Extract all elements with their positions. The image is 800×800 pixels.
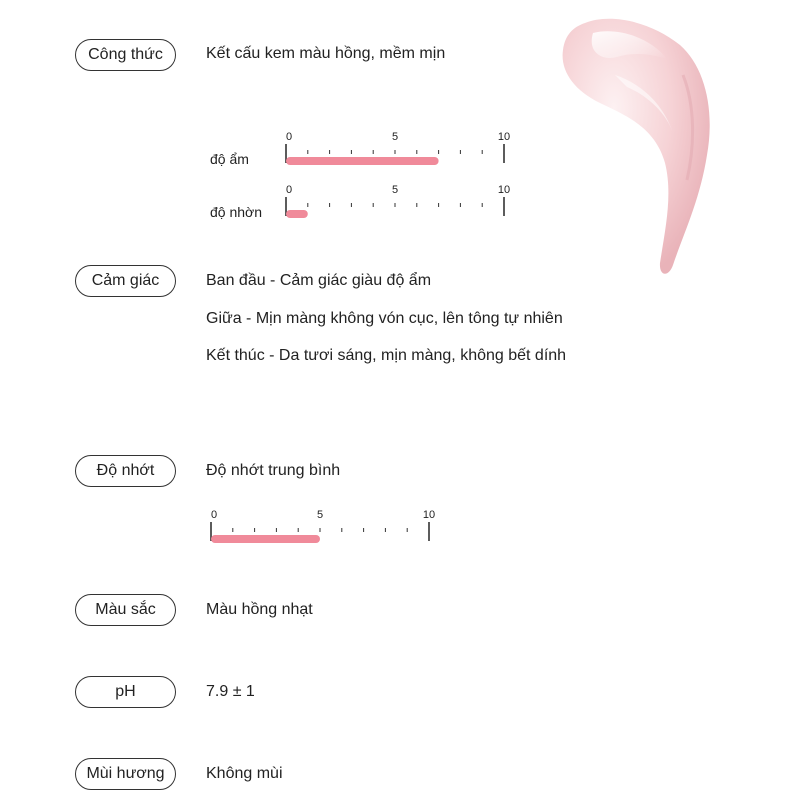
oiliness-gauge-svg	[280, 183, 511, 221]
tick-label-10: 10	[497, 184, 511, 196]
tick-label-5: 5	[391, 184, 399, 196]
color-pill	[75, 594, 176, 626]
viscosity-label: Độ nhớt	[96, 462, 155, 479]
tick-label-10: 10	[497, 131, 511, 143]
formula-text: Kết cấu kem màu hồng, mềm mịn	[206, 45, 446, 62]
tick-label-5: 5	[316, 509, 324, 521]
oiliness-value-bar	[286, 210, 308, 218]
moisture-value-bar	[286, 157, 439, 165]
color-label: Màu sắc	[95, 601, 156, 618]
scent-label: Mùi hương	[86, 765, 165, 782]
oiliness-gauge	[280, 183, 511, 221]
scent-pill	[75, 758, 176, 790]
color-text: Màu hồng nhạt	[206, 601, 313, 618]
formula-pill	[75, 39, 176, 71]
formula-label: Công thức	[88, 46, 163, 63]
tick-label-0: 0	[286, 131, 293, 143]
moisture-gauge-svg	[280, 130, 511, 168]
ph-text: 7.9 ± 1	[206, 683, 255, 700]
viscosity-gauge	[205, 508, 436, 546]
viscosity-text: Độ nhớt trung bình	[206, 462, 341, 479]
ph-pill	[75, 676, 176, 708]
scent-text: Không mùi	[206, 765, 283, 782]
viscosity-value-bar	[211, 535, 320, 543]
feel-line-2: Giữa - Mịn màng không vón cục, lên tông tự nhiên	[206, 310, 563, 327]
feel-pill	[75, 265, 176, 297]
tick-label-0: 0	[211, 509, 218, 521]
tick-label-0: 0	[286, 184, 293, 196]
feel-line-3: Kết thúc - Da tươi sáng, mịn màng, không bết dính	[206, 347, 567, 364]
ph-label: pH	[115, 683, 136, 700]
moisture-gauge	[280, 130, 511, 168]
cream-smear-image	[555, 15, 715, 277]
viscosity-pill	[75, 455, 176, 487]
feel-label: Cảm giác	[91, 272, 160, 289]
tick-label-10: 10	[422, 509, 436, 521]
tick-label-5: 5	[391, 131, 399, 143]
viscosity-gauge-svg	[205, 508, 436, 546]
oiliness-label: độ nhờn	[210, 204, 263, 220]
feel-line-1: Ban đầu - Cảm giác giàu độ ẩm	[206, 272, 432, 289]
moisture-label: độ ẩm	[210, 151, 249, 167]
